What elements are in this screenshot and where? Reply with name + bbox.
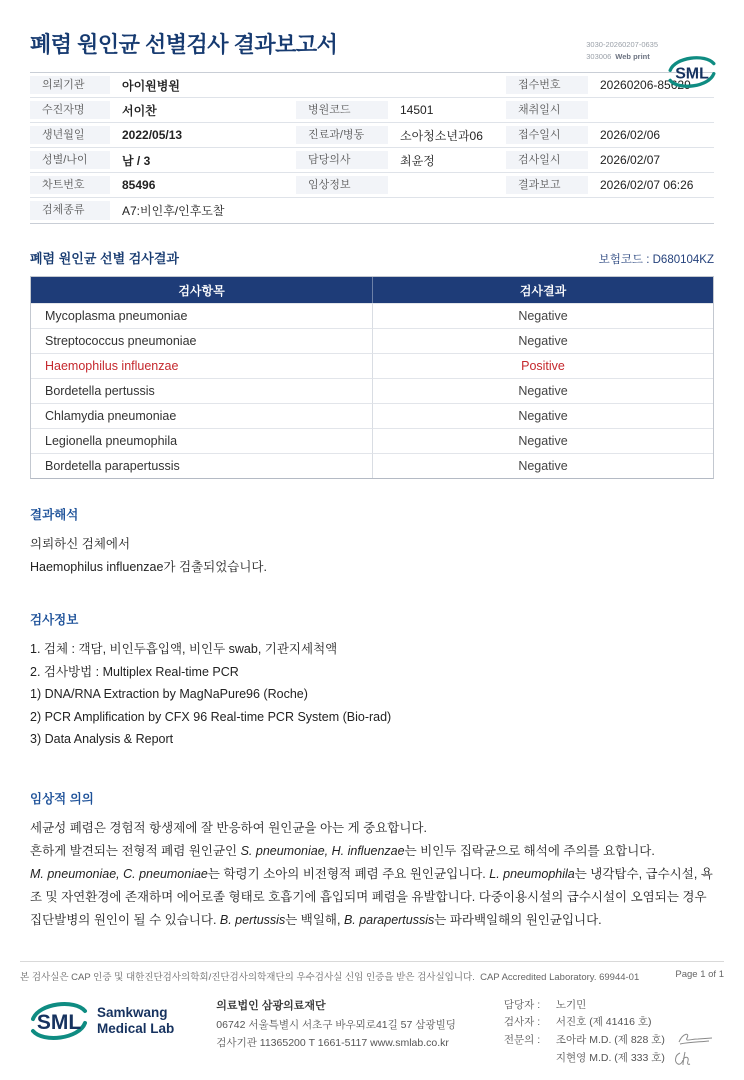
field-value: 85496 (110, 173, 296, 198)
result-row-item: Bordetella parapertussis (31, 453, 372, 478)
result-row-item: Mycoplasma pneumoniae (31, 303, 372, 328)
footer-logo (28, 997, 174, 1045)
cap-certification-text: 본 검사실은 CAP 인증 및 대한진단검사의학회/진단검사의학재단의 우수검사실 신임 인증을 받은 검사실입니다. CAP Accredited Laboratory. 69944-01 (20, 971, 640, 983)
clinical-significance-section (30, 789, 714, 933)
sml-logo-icon (666, 52, 718, 92)
staff-row (504, 1014, 665, 1032)
field-value: A7:비인후/인후도찰 (122, 204, 225, 218)
result-section-title: 폐렴 원인균 선별 검사결과 (30, 251, 179, 266)
field-label: 진료과/병동 (296, 123, 388, 148)
insurance-code: 보험코드 : D680104KZ (598, 254, 714, 266)
staff-value: 지현영 M.D. (제 333 호) (555, 1052, 665, 1065)
clinical-paragraph: 흔하게 발견되는 전형적 폐렴 원인균인 S. pneumoniae, H. influenzae는 비인두 집락균으로 해석에 주의를 요합니다. (30, 843, 655, 858)
page-title: 폐렴 원인균 선별검사 결과보고서 (30, 32, 338, 57)
staff-row (504, 997, 665, 1015)
result-row-item: Chlamydia pneumoniae (31, 403, 372, 428)
doctor-signature-icon (676, 1030, 716, 1048)
svg-text:SML: SML (675, 65, 709, 83)
clinical-title: 임상적 의의 (30, 791, 94, 806)
interpretation-title: 결과해석 (30, 508, 79, 522)
field-label: 검체종류 (30, 198, 110, 223)
field-label: 채취일시 (506, 98, 588, 123)
print-meta (586, 39, 658, 63)
field-value: 20260206-85629 (588, 73, 714, 98)
interpretation-line: 의뢰하신 검체에서 (30, 537, 131, 551)
results-table (30, 276, 714, 479)
clinical-paragraph: 세균성 폐렴은 경험적 항생제에 잘 반응하여 원인균을 아는 게 중요합니다. (30, 820, 427, 835)
field-label: 수진자명 (30, 98, 110, 123)
results-header-result: 검사결과 (372, 277, 713, 303)
result-row-item: Legionella pneumophila (31, 428, 372, 453)
result-row-value: Negative (372, 328, 713, 353)
field-value: 남 / 3 (110, 148, 296, 173)
result-row-item: Bordetella pertussis (31, 378, 372, 403)
field-label: 접수번호 (506, 73, 588, 98)
field-value: 14501 (388, 98, 506, 123)
result-row-value: Positive (372, 353, 713, 378)
footer-divider (20, 961, 724, 962)
result-row-value: Negative (372, 303, 713, 328)
results-header-item: 검사항목 (31, 277, 372, 303)
test-info-line: 1. 검체 : 객담, 비인두흡입액, 비인두 swab, 기관지세척액 (30, 642, 338, 656)
staff-label: 담당자 : (503, 998, 541, 1011)
staff-info (504, 997, 665, 1068)
field-label: 결과보고 (506, 173, 588, 198)
staff-value: 노기민 (555, 998, 587, 1011)
field-label: 접수일시 (506, 123, 588, 148)
staff-row (504, 1050, 665, 1068)
test-info-line: 3) Data Analysis & Report (30, 732, 174, 746)
staff-label (504, 1050, 548, 1068)
result-row-item: Haemophilus influenzae (31, 353, 372, 378)
staff-value: 조아라 M.D. (제 828 호) (555, 1034, 665, 1047)
org-address: 06742 서울특별시 서초구 바우뫼로41길 57 삼광빌딩 (216, 1018, 456, 1031)
lab-name: Samkwang Medical Lab (97, 1005, 175, 1036)
field-label: 생년월일 (30, 123, 110, 148)
org-contact: 검사기관 11365200 T 1661-5117 www.smlab.co.kr (216, 1037, 449, 1050)
field-value: 최윤정 (388, 148, 506, 173)
field-label: 의뢰기관 (30, 73, 110, 98)
print-code-line1: 3030-20260207-0635 (586, 40, 658, 49)
test-info-line: 1) DNA/RNA Extraction by MagNaPure96 (Roche) (30, 687, 308, 701)
field-value: 소아청소년과06 (388, 123, 506, 148)
web-print-label: Web print (615, 52, 650, 61)
test-info-line: 2. 검사방법 : Multiplex Real-time PCR (30, 664, 239, 679)
field-value: 2026/02/07 (588, 148, 714, 173)
page-number: Page 1 of 1 (675, 968, 724, 980)
field-value: 서이찬 (110, 98, 296, 123)
interpretation-section (30, 505, 714, 578)
org-name: 의료법인 삼광의료재단 (216, 999, 326, 1012)
result-row-value: Negative (372, 403, 713, 428)
page-footer (0, 961, 744, 1080)
staff-value: 서진호 (제 41416 호) (555, 1016, 652, 1029)
test-info-title: 검사정보 (30, 613, 79, 627)
sml-logo-icon (28, 997, 90, 1045)
result-row-value: Negative (372, 378, 713, 403)
field-value (588, 98, 714, 123)
interpretation-line: Haemophilus influenzae가 검출되었습니다. (30, 559, 267, 574)
staff-label: 검사자 : (503, 1016, 541, 1029)
organization-row (20, 997, 724, 1068)
field-value: 아이원병원 (110, 73, 506, 98)
field-label: 임상정보 (296, 173, 388, 198)
test-info-section (30, 610, 714, 751)
field-value: 2022/05/13 (110, 123, 296, 148)
field-value: 2026/02/07 06:26 (588, 173, 714, 198)
result-section-bar (30, 248, 714, 267)
clinical-paragraph: M. pneumoniae, C. pneumoniae는 학령기 소아의 비전형적 폐렴 주요 원인균입니다. L. pneumophila는 냉각탑수, 급수시설, 욕조 및 자연환경에 존재하며 에어로졸 형태로 호흡기에 흡입되며 폐렴을 유발합니다. 다중이용시설의 급수시설이 오염되는 경우 집단발병의 원인이 될 수 있습니다. B. pertussis는 백일해, B. parapertussis는 파라백일해의 원인균입니다. (30, 866, 713, 927)
result-row-value: Negative (372, 453, 713, 478)
test-info-line: 2) PCR Amplification by CFX 96 Real-time PCR System (Bio-rad) (30, 709, 392, 724)
field-value (388, 173, 506, 198)
field-label: 성별/나이 (30, 148, 110, 173)
clinical-paragraphs (30, 817, 714, 933)
certification-row (20, 969, 724, 983)
patient-info-table (30, 72, 714, 224)
staff-row (504, 1032, 665, 1050)
field-label: 검사일시 (506, 148, 588, 173)
print-code-line2: 303006 Web print (586, 52, 650, 61)
org-info (216, 997, 456, 1053)
field-label: 병원코드 (296, 98, 388, 123)
result-row-value: Negative (372, 428, 713, 453)
svg-text:SML: SML (36, 1010, 82, 1034)
staff-label: 전문의 : (503, 1034, 541, 1047)
field-value: 2026/02/06 (588, 123, 714, 148)
field-label: 차트번호 (30, 173, 110, 198)
result-row-item: Streptococcus pneumoniae (31, 328, 372, 353)
field-label: 담당의사 (296, 148, 388, 173)
